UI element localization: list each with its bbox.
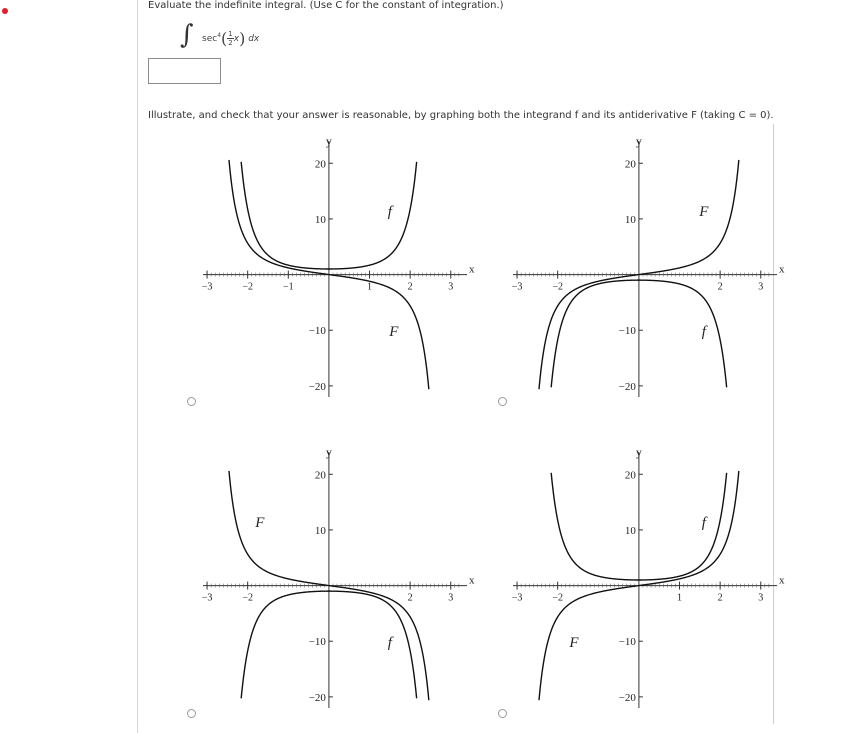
radio-option-d[interactable] xyxy=(498,709,507,718)
x-tick-label: 1 xyxy=(367,281,373,293)
curve-label-F: F xyxy=(255,515,265,532)
y-tick-label: 10 xyxy=(314,524,326,537)
y-tick-label: −10 xyxy=(308,636,326,649)
required-indicator xyxy=(2,8,8,14)
y-axis-label: y xyxy=(635,134,642,148)
radio-option-c[interactable] xyxy=(187,709,196,718)
y-tick-label: −10 xyxy=(618,636,636,649)
y-tick-label: 20 xyxy=(624,158,636,171)
x-tick-label: 3 xyxy=(758,592,764,604)
x-tick-label: 2 xyxy=(407,281,413,293)
x-tick-label: 2 xyxy=(717,592,723,604)
y-tick-label: 20 xyxy=(314,469,326,482)
x-tick-label: −2 xyxy=(242,592,253,604)
x-tick-label: −3 xyxy=(511,281,523,293)
left-divider xyxy=(137,0,138,733)
y-tick-label: 20 xyxy=(314,158,326,171)
graph-option-d xyxy=(505,436,795,716)
graph-option-a xyxy=(195,125,485,405)
y-axis-label: y xyxy=(325,445,332,459)
integral-sign-icon: ∫ xyxy=(180,20,194,50)
y-tick-label: −10 xyxy=(618,325,636,338)
x-tick-label: −2 xyxy=(552,281,563,293)
x-tick-label: 3 xyxy=(758,281,764,293)
question-prompt: Evaluate the indefinite integral. (Use C for the constant of integration.) xyxy=(148,0,504,11)
x-axis-label: x xyxy=(779,574,785,587)
y-tick-label: 10 xyxy=(624,524,636,537)
radio-option-a[interactable] xyxy=(187,397,196,406)
x-tick-label: −3 xyxy=(201,281,213,293)
x-tick-label: 2 xyxy=(407,592,413,604)
curve-label-F: F xyxy=(699,204,709,221)
y-axis-label: y xyxy=(635,445,642,459)
answer-input[interactable] xyxy=(148,58,221,84)
y-tick-label: −20 xyxy=(618,380,636,393)
x-tick-label: 1 xyxy=(677,592,683,604)
curve-label-f: f xyxy=(701,323,706,340)
graph-option-b xyxy=(505,125,795,405)
curve-label-F: F xyxy=(389,323,399,340)
x-tick-label: −3 xyxy=(201,592,213,604)
x-tick-label: −2 xyxy=(552,592,563,604)
y-tick-label: −20 xyxy=(308,380,326,393)
y-tick-label: −10 xyxy=(308,325,326,338)
y-tick-label: −20 xyxy=(308,691,326,704)
y-axis-label: y xyxy=(325,134,332,148)
y-tick-label: 10 xyxy=(314,213,326,226)
x-tick-label: 3 xyxy=(448,592,454,604)
x-axis-label: x xyxy=(779,263,785,276)
x-tick-label: −1 xyxy=(282,281,294,293)
curve-label-f: f xyxy=(387,204,392,221)
y-tick-label: −20 xyxy=(618,691,636,704)
x-tick-label: 2 xyxy=(717,281,723,293)
radio-option-b[interactable] xyxy=(498,397,507,406)
curve-label-f: f xyxy=(387,634,392,651)
graph-option-c xyxy=(195,436,485,716)
curve-label-f: f xyxy=(701,515,706,532)
y-tick-label: 20 xyxy=(624,469,636,482)
y-tick-label: 10 xyxy=(624,213,636,226)
x-axis-label: x xyxy=(469,263,475,276)
curve-label-F: F xyxy=(569,634,579,651)
integrand: $\sec^4$( $\frac{1}{2}$ x) dx xyxy=(202,29,260,48)
x-tick-label: −3 xyxy=(511,592,523,604)
illustrate-prompt: Illustrate, and check that your answer is reasonable, by graphing both the integrand f and its antiderivative F (taking C = 0). xyxy=(148,110,774,121)
x-axis-label: x xyxy=(469,574,475,587)
x-tick-label: −2 xyxy=(242,281,253,293)
x-tick-label: 3 xyxy=(448,281,454,293)
